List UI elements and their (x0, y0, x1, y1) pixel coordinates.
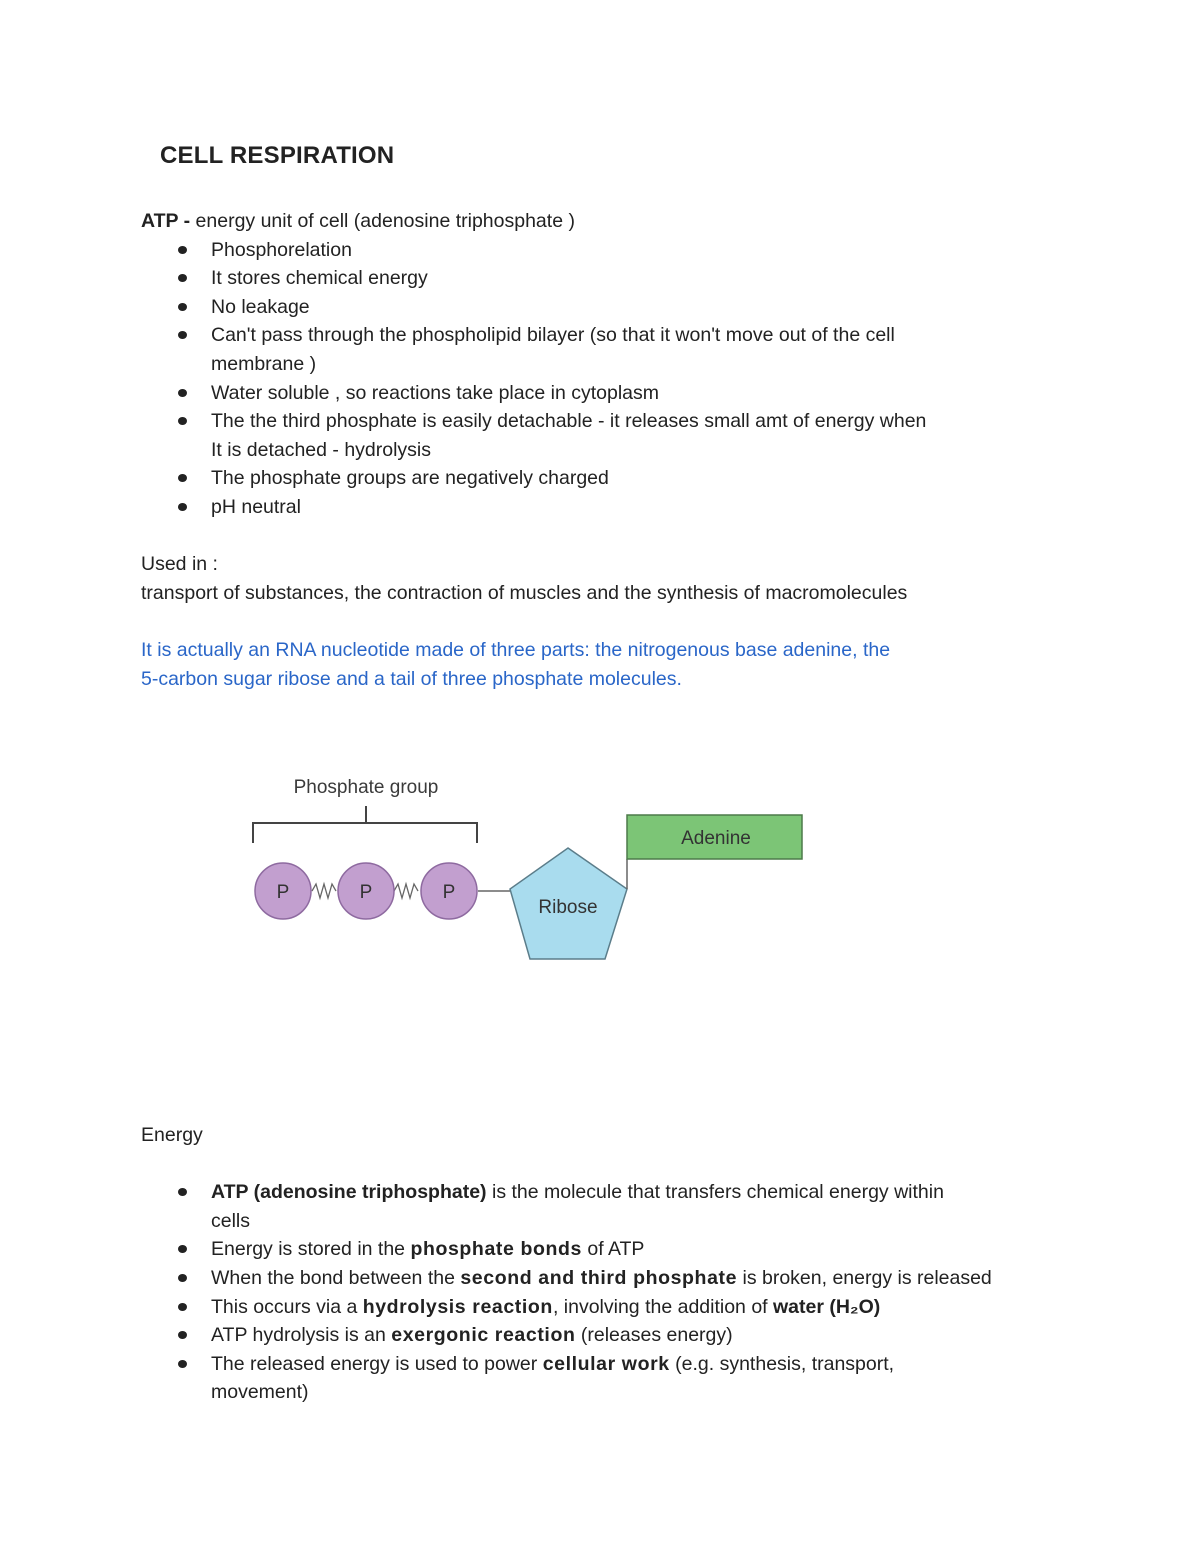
energy-bullet-4-bold-2: water (H₂O) (773, 1295, 881, 1318)
atp-bullet-text: It is detached - hydrolysis (211, 438, 432, 461)
energy-bullet-2-bold: phosphate bonds (410, 1238, 582, 1261)
energy-bullet-2-post: of ATP (581, 1238, 645, 1261)
energy-bullet-6 (141, 1350, 1101, 1407)
bullet-dot (178, 1274, 187, 1282)
energy-bullet-4-pre: This occurs via a (211, 1295, 363, 1318)
atp-bullet-text: membrane ) (211, 352, 317, 375)
atp-bullet-text: pH neutral (211, 495, 301, 518)
phosphate-2-label: P (359, 882, 373, 903)
energy-section (141, 1121, 1101, 1407)
rna-note-line-2: 5-carbon sugar ribose and a tail of three phosphate molecules. (141, 667, 682, 690)
phosphate-3-label: P (442, 882, 456, 903)
page-title: CELL RESPIRATION (160, 142, 395, 169)
high-energy-bond-1 (312, 884, 336, 898)
atp-bullet-text: The the third phosphate is easily detachable - it releases small amt of energy when (211, 410, 927, 433)
bullet-dot (178, 1245, 187, 1253)
energy-bullet-5-bold: exergonic reaction (391, 1324, 576, 1347)
energy-bullet-1-line2: cells (211, 1209, 251, 1232)
energy-bullet-3-pre: When the bond between the (211, 1266, 461, 1289)
energy-bullet-5 (141, 1321, 1101, 1350)
high-energy-bond-2 (394, 884, 418, 898)
energy-bullet-5-post: (releases energy) (575, 1324, 733, 1347)
energy-bullet-6-bold: cellular work (542, 1352, 670, 1375)
atp-bullet-text: Water soluble , so reactions take place in cytoplasm (211, 381, 659, 404)
atp-bullet-text: No leakage (211, 295, 310, 318)
atp-bullet-text: Phosphorelation (211, 238, 352, 261)
energy-bullet-1-bold: ATP (adenosine triphosphate) (211, 1181, 487, 1204)
atp-bullet-text: Can't pass through the phospholipid bilayer (so that it won't move out of the cell (211, 324, 895, 347)
energy-bullet-4-bold-1: hydrolysis reaction (362, 1295, 553, 1318)
energy-bullet-6-post: (e.g. synthesis, transport, (669, 1352, 895, 1375)
energy-bullet-1-text: is the molecule that transfers chemical energy within (486, 1181, 944, 1204)
bullet-dot (178, 1188, 187, 1196)
energy-bullet-list (141, 1178, 1101, 1407)
energy-heading: Energy (141, 1124, 203, 1146)
adenine-label: Adenine (681, 828, 751, 849)
bullet-dot (178, 1303, 187, 1311)
ribose-label: Ribose (538, 897, 598, 918)
atp-bullet-text: The phosphate groups are negatively charged (211, 467, 609, 490)
energy-bullet-4-mid: , involving the addition of (552, 1295, 773, 1318)
used-in-text: transport of substances, the contraction of muscles and the synthesis of macromolecules (141, 581, 908, 604)
phosphate-1-label: P (276, 882, 290, 903)
energy-bullet-2-pre: Energy is stored in the (211, 1238, 411, 1261)
phosphate-group-label: Phosphate group (293, 777, 439, 798)
energy-bullet-6-line2: movement) (211, 1381, 309, 1404)
rna-note-line-1: It is actually an RNA nucleotide made of three parts: the nitrogenous base adenine, the (141, 639, 891, 661)
energy-bullet-3 (141, 1264, 1101, 1293)
energy-bullet-3-post: is broken, energy is released (737, 1266, 992, 1289)
energy-bullet-5-pre: ATP hydrolysis is an (211, 1324, 392, 1347)
atp-term: ATP - (141, 210, 191, 232)
used-in-label: Used in : (141, 553, 218, 575)
phosphate-group-bracket (253, 806, 477, 843)
energy-bullet-1 (141, 1178, 1101, 1235)
energy-bullet-2 (141, 1235, 1101, 1264)
energy-bullet-3-bold: second and third phosphate (460, 1266, 738, 1289)
atp-bullet-text: It stores chemical energy (211, 267, 428, 290)
bullet-dot (178, 1360, 187, 1368)
bullet-dot (178, 1331, 187, 1339)
atp-definition-text: energy unit of cell (adenosine triphosphate ) (190, 210, 575, 232)
energy-bullet-4 (141, 1293, 1101, 1322)
energy-bullet-6-pre: The released energy is used to power (211, 1352, 543, 1375)
